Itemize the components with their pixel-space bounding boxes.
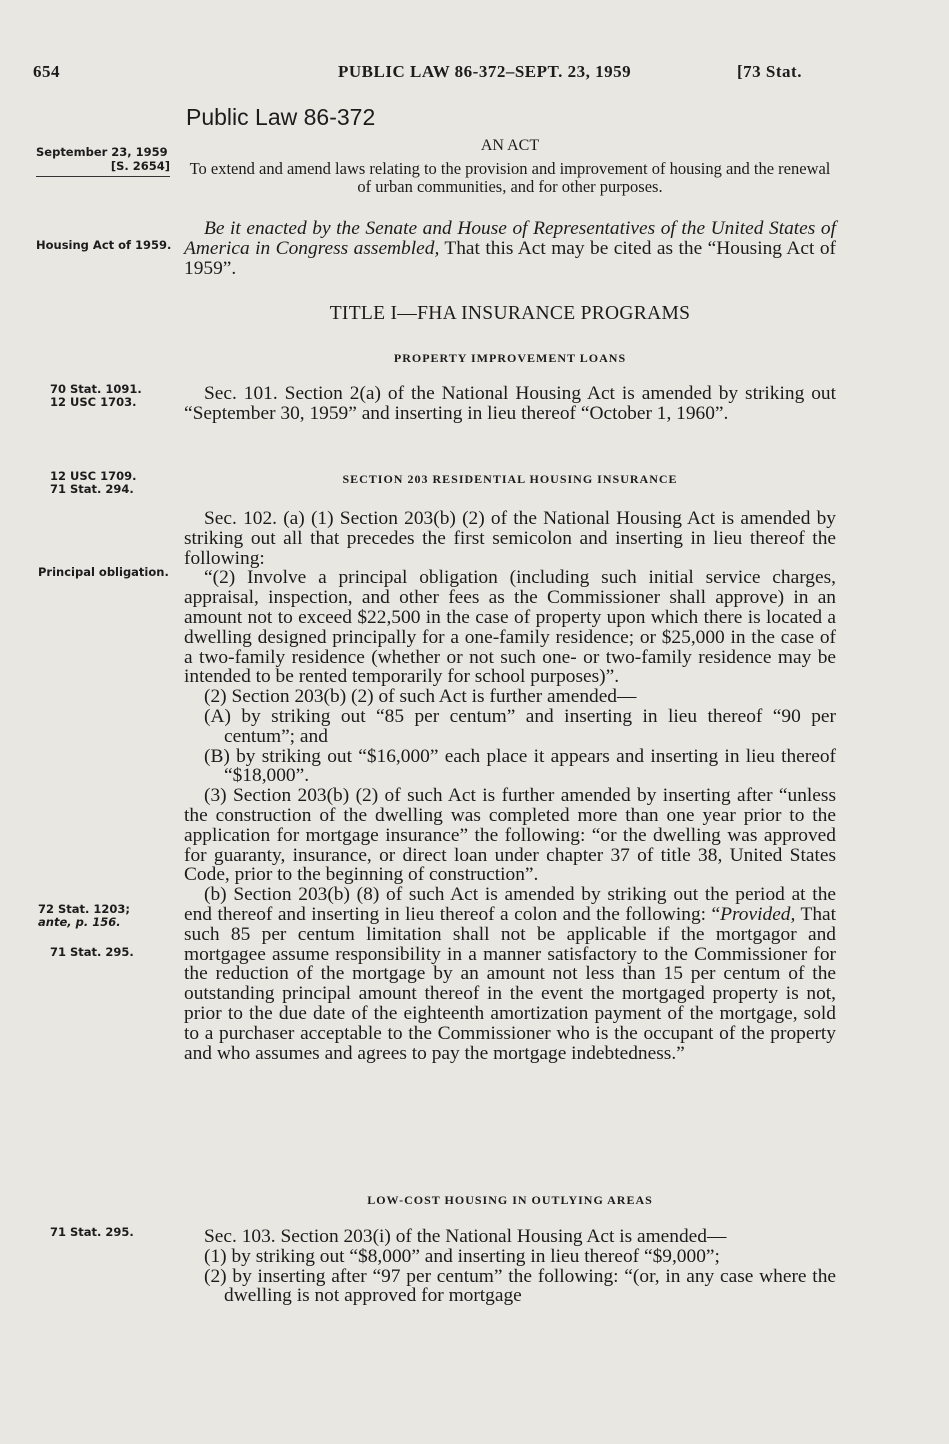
enacting-italic: Be it enacted by the Senate and House of Representatives of the United States of America in Congress assembled, <box>184 218 836 259</box>
enacting-clause <box>184 219 836 278</box>
sec102-a2: (2) Section 203(b) (2) of such Act is further amended— <box>204 686 637 708</box>
margin-bill-number: [S. 2654] <box>36 160 170 177</box>
sec102-a2A: (A) by striking out “85 per centum” and inserting in lieu thereof “90 per centum”; and <box>204 705 836 747</box>
enacting-rest: That this Act may be cited as the “Housing Act of 1959”. <box>184 237 836 279</box>
sec102-b-start: (b) Section 203(b) (8) of such Act is amended by striking out the period at the end thereof and inserting in lieu thereof a colon and the following: “ <box>184 884 836 925</box>
running-title: PUBLIC LAW 86-372–SEPT. 23, 1959 <box>338 62 632 81</box>
page-number: 654 <box>33 62 60 81</box>
act-label: AN ACT <box>480 137 540 154</box>
sec102-a3: (3) Section 203(b) (2) of such Act is further amended by inserting after “unless the construction of the dwelling was completed more than one year prior to the application for mortgage insurance” the following: “or the dwelling was approved for guaranty, insurance, or direct loan under chapter 37 of title 38, United States Code, prior to the beginning of construction”. <box>184 785 836 886</box>
sec103-item1: (1) by striking out “$8,000” and inserting in lieu thereof “$9,000”; <box>204 1245 720 1267</box>
margin-stat-295-b: 71 Stat. 295. <box>50 1225 134 1239</box>
margin-stat-1091: 70 Stat. 1091. <box>50 382 142 396</box>
heading-section-203: SECTION 203 RESIDENTIAL HOUSING INSURANCE <box>342 472 678 486</box>
sec103-item2: (2) by inserting after “97 per centum” the following: “(or, in any case where the dwelling is not approved for mortgage <box>204 1265 836 1307</box>
sec102-b-provided: Provided, <box>720 903 796 925</box>
margin-date: September 23, 1959 <box>36 145 168 159</box>
margin-stat-295-a: 71 Stat. 295. <box>50 945 134 959</box>
section-102 <box>184 509 836 1063</box>
margin-principal-obligation: Principal obligation. <box>38 565 169 579</box>
margin-stat-1203: 72 Stat. 1203; <box>38 902 131 916</box>
sec102-b-rest: That such 85 per centum limitation shall not be applicable if the mortgagor and mortgagee assume responsibility in a manner satisfactory to the Commissioner for the reduction of the mortgage by an amount not less than 15 per centum of the outstanding principal amount thereof in the event the mortgaged property is not, prior to the due date of the eighteenth amortization payment of the mortgage, sold to a purchaser acceptable to the Commissioner who is the occupant of the property and who assumes and agrees to pay the mortgage indebtedness.” <box>184 903 837 1064</box>
volume-reference: [73 Stat. <box>737 62 802 81</box>
law-title: Public Law 86-372 <box>186 104 376 130</box>
margin-housing-act: Housing Act of 1959. <box>36 238 172 252</box>
section-103 <box>184 1227 836 1306</box>
margin-ante-156: ante, p. 156. <box>38 915 121 929</box>
heading-property-improvement: PROPERTY IMPROVEMENT LOANS <box>393 351 627 365</box>
sec102-a2B: (B) by striking out “$16,000” each place it appears and inserting in lieu thereof “$18,000”. <box>204 745 836 787</box>
sec101-text: Sec. 101. Section 2(a) of the National Housing Act is amended by striking out “September 30, 1959” and inserting in lieu thereof “October 1, 1960”. <box>184 383 836 424</box>
heading-low-cost: LOW-COST HOUSING IN OUTLYING AREAS <box>367 1193 653 1207</box>
title-heading: TITLE I—FHA INSURANCE PROGRAMS <box>329 303 691 324</box>
sec102-a1: Sec. 102. (a) (1) Section 203(b) (2) of the National Housing Act is amended by striking out all that precedes the first semicolon and inserting in lieu thereof the following: <box>184 508 836 569</box>
margin-usc-1709: 12 USC 1709. <box>50 469 137 483</box>
sec103-intro: Sec. 103. Section 203(i) of the National Housing Act is amended— <box>204 1226 727 1247</box>
sec102-quote: “(2) Involve a principal obligation (including such initial service charges, appraisal, inspection, and other fees as the Commissioner shall approve) in an amount not to exceed $22,500 in the case of property upon which there is located a dwelling designed principally for a one-family residence; or $25,000 in the case of a two-family residence (whether or not such one- or two-family residence may be intended to be rented temporarily for school purposes)”. <box>184 567 836 688</box>
section-101 <box>184 384 836 424</box>
sec102-b <box>184 885 836 1063</box>
margin-usc-1703: 12 USC 1703. <box>50 395 137 409</box>
margin-stat-294: 71 Stat. 294. <box>50 482 134 496</box>
act-purpose: To extend and amend laws relating to the provision and improvement of housing and the renewal of urban communities, and for other purposes. <box>189 159 831 196</box>
